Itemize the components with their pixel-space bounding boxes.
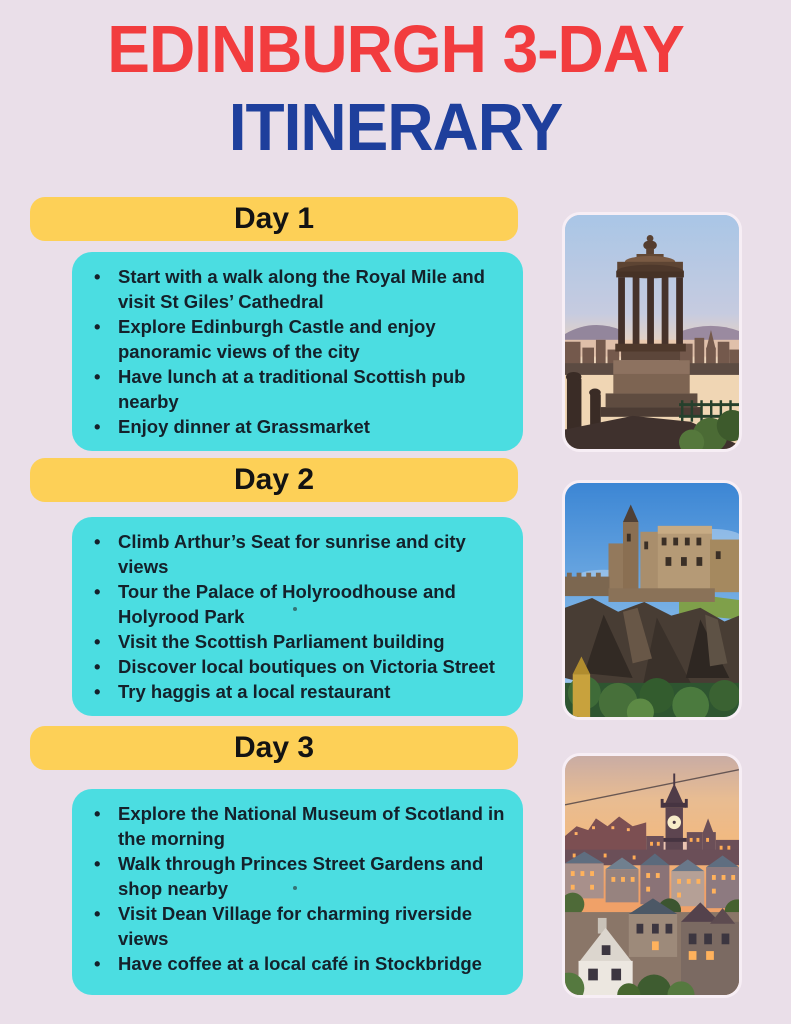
list-item-text: Climb Arthur’s Seat for sunrise and city views — [118, 531, 466, 577]
bullet-icon: • — [94, 316, 101, 337]
list-item-text: Have coffee at a local café in Stockbridge — [118, 953, 482, 974]
list-item-text: Start with a walk along the Royal Mile and visit St Giles’ Cathedral — [118, 266, 485, 312]
list-item-text: Walk through Princes Street Gardens and shop nearby — [118, 853, 484, 899]
list-item — [94, 314, 511, 364]
stray-dot — [293, 886, 297, 890]
list-item-text: Explore Edinburgh Castle and enjoy panoramic views of the city — [118, 316, 436, 362]
bullet-icon: • — [94, 903, 101, 924]
bullet-icon: • — [94, 631, 101, 652]
list-item — [94, 851, 511, 901]
day-1-list — [72, 252, 523, 451]
day-3-header: Day 3 — [30, 726, 518, 770]
day-1-header: Day 1 — [30, 197, 518, 241]
list-item — [94, 629, 511, 654]
bullet-icon: • — [94, 416, 101, 437]
list-item — [94, 529, 511, 579]
list-item — [94, 901, 511, 951]
list-item-text: Have lunch at a traditional Scottish pub nearby — [118, 366, 466, 412]
list-item-text: Visit Dean Village for charming riverside views — [118, 903, 473, 949]
list-item — [94, 801, 511, 851]
edinburgh-skyline-dusk-photo — [562, 753, 742, 998]
title-line-1: EDINBURGH 3-DAY — [107, 11, 684, 87]
day-3-list — [72, 789, 523, 995]
bullet-icon: • — [94, 581, 101, 602]
list-item-text: Discover local boutiques on Victoria Street — [118, 656, 495, 677]
list-item — [94, 414, 511, 439]
dugald-stewart-monument-photo — [562, 212, 742, 452]
bullet-icon: • — [94, 803, 101, 824]
bullet-icon: • — [94, 853, 101, 874]
edinburgh-castle-photo — [562, 480, 742, 720]
stray-dot — [293, 607, 297, 611]
bullet-icon: • — [94, 366, 101, 387]
castle-illustration — [565, 483, 739, 717]
page-title — [0, 10, 791, 166]
day-2-list — [72, 517, 523, 716]
bullet-icon: • — [94, 681, 101, 702]
list-item — [94, 364, 511, 414]
list-item — [94, 264, 511, 314]
dusk-skyline-illustration — [565, 756, 739, 995]
list-item-text: Visit the Scottish Parliament building — [118, 631, 445, 652]
bullet-icon: • — [94, 953, 101, 974]
bullet-icon: • — [94, 656, 101, 677]
title-line-2: ITINERARY — [228, 89, 563, 165]
list-item-text: Explore the National Museum of Scotland in the morning — [118, 803, 505, 849]
list-item-text: Tour the Palace of Holyroodhouse and Holyrood Park — [118, 581, 456, 627]
list-item-text: Try haggis at a local restaurant — [118, 681, 391, 702]
list-item-text: Enjoy dinner at Grassmarket — [118, 416, 370, 437]
list-item — [94, 654, 511, 679]
monument-sunset-illustration — [565, 215, 739, 449]
list-item — [94, 679, 511, 704]
list-item — [94, 951, 511, 976]
bullet-icon: • — [94, 531, 101, 552]
bullet-icon: • — [94, 266, 101, 287]
list-item — [94, 579, 511, 629]
day-2-header: Day 2 — [30, 458, 518, 502]
